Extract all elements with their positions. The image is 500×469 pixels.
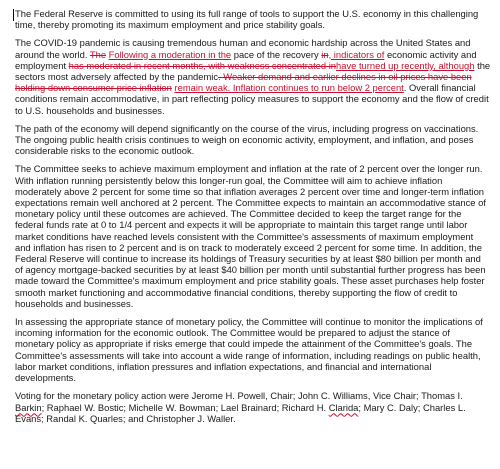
paragraph-assessment: In assessing the appropriate stance of monetary policy, the Committee will continue to monitor the implications of incoming information for the economic outlook. The Committee would be prepared to adjust the stance of monetary policy as appropriate if risks emerge that could impede the attainment of the Committee's goals. The Committee's assessments will take into account a wide range of information, including readings on public health, labor market conditions, inflation pressures and inflation expectations, and financial and international developments. xyxy=(15,316,483,384)
inserted-text: remain weak. Inflation continues to run below 2 percent xyxy=(174,82,404,94)
document-body[interactable] xyxy=(15,8,491,431)
text-cursor xyxy=(13,9,14,21)
text-run: ; Raphael W. Bostic; Michelle W. Bowman; Lael Brainard; Richard H. xyxy=(41,401,329,413)
deleted-text: in xyxy=(321,48,329,60)
text-run: . Overall financial conditions remain accommodative, in part reflecting policy measures to support the economy and the flow of credit to U.S. households and businesses. xyxy=(15,82,489,116)
deleted-text: has moderated in recent months, with weakness concentrated in xyxy=(68,59,337,71)
spelling-flag: Barkin xyxy=(15,401,42,413)
paragraph-economic-conditions xyxy=(15,37,491,115)
inserted-text: have turned up recently, although xyxy=(336,59,475,71)
text-run: the sectors most adversely affected by the pandemic xyxy=(15,59,491,83)
spelling-flag: Clarida xyxy=(328,401,359,413)
deleted-text: . Weaker demand and earlier declines in oil prices have been holding down consumer price inflation xyxy=(15,71,472,94)
inserted-text: Following a moderation in the xyxy=(108,48,232,60)
text-run: economic activity and employment xyxy=(15,48,477,71)
inserted-text: , indicators of xyxy=(328,48,385,60)
paragraph-voting xyxy=(15,390,491,424)
paragraph-commitment: The Federal Reserve is committed to using its full range of tools to support the U.S. economy in this challenging time, thereby promoting its maximum employment and price stability goals. xyxy=(15,8,479,31)
text-run: The COVID-19 pandemic is causing tremendous human and economic hardship across the United States and around the world. xyxy=(15,37,471,60)
paragraph-policy-action: The Committee seeks to achieve maximum employment and inflation at the rate of 2 percent over the longer run. With inflation running persistently below this longer-run goal, the Committee will aim to achieve inflation moderately above 2 percent for some time so that inflation averages 2 percent over time and longer-term inflation expectations remain well anchored at 2 percent. The Committee expects to maintain an accommodative stance of monetary policy until these outcomes are achieved. The Committee decided to keep the target range for the federal funds rate at 0 to 1/4 percent and expects it will be appropriate to maintain this target range until labor market conditions have reached levels consistent with the Committee's assessments of maximum employment and inflation has risen to 2 percent and is on track to moderately exceed 2 percent for some time. In addition, the Federal Reserve will continue to increase its holdings of Treasury securities by at least $80 billion per month and of agency mortgage-backed securities by at least $40 billion per month until substantial further progress has been made toward the Committee's maximum employment and price stability goals. These asset purchases help foster smooth market functioning and accommodative financial conditions, thereby supporting the flow of credit to households and businesses. xyxy=(15,163,486,309)
text-run: Voting for the monetary policy action were Jerome H. Powell, Chair; John C. Williams, Vice Chair; Thomas I. xyxy=(15,390,463,402)
deleted-text: The xyxy=(89,48,107,60)
paragraph-outlook: The path of the economy will depend significantly on the course of the virus, including progress on vaccinations. The ongoing public health crisis continues to weigh on economic activity, employment, and inflation, and poses considerable risks to the economic outlook. xyxy=(15,122,479,157)
text-run: pace of the recovery xyxy=(231,48,322,60)
text-run: ; Mary C. Daly; Charles L. Evans; Randal K. Quarles; and Christopher J. Waller. xyxy=(15,401,466,424)
